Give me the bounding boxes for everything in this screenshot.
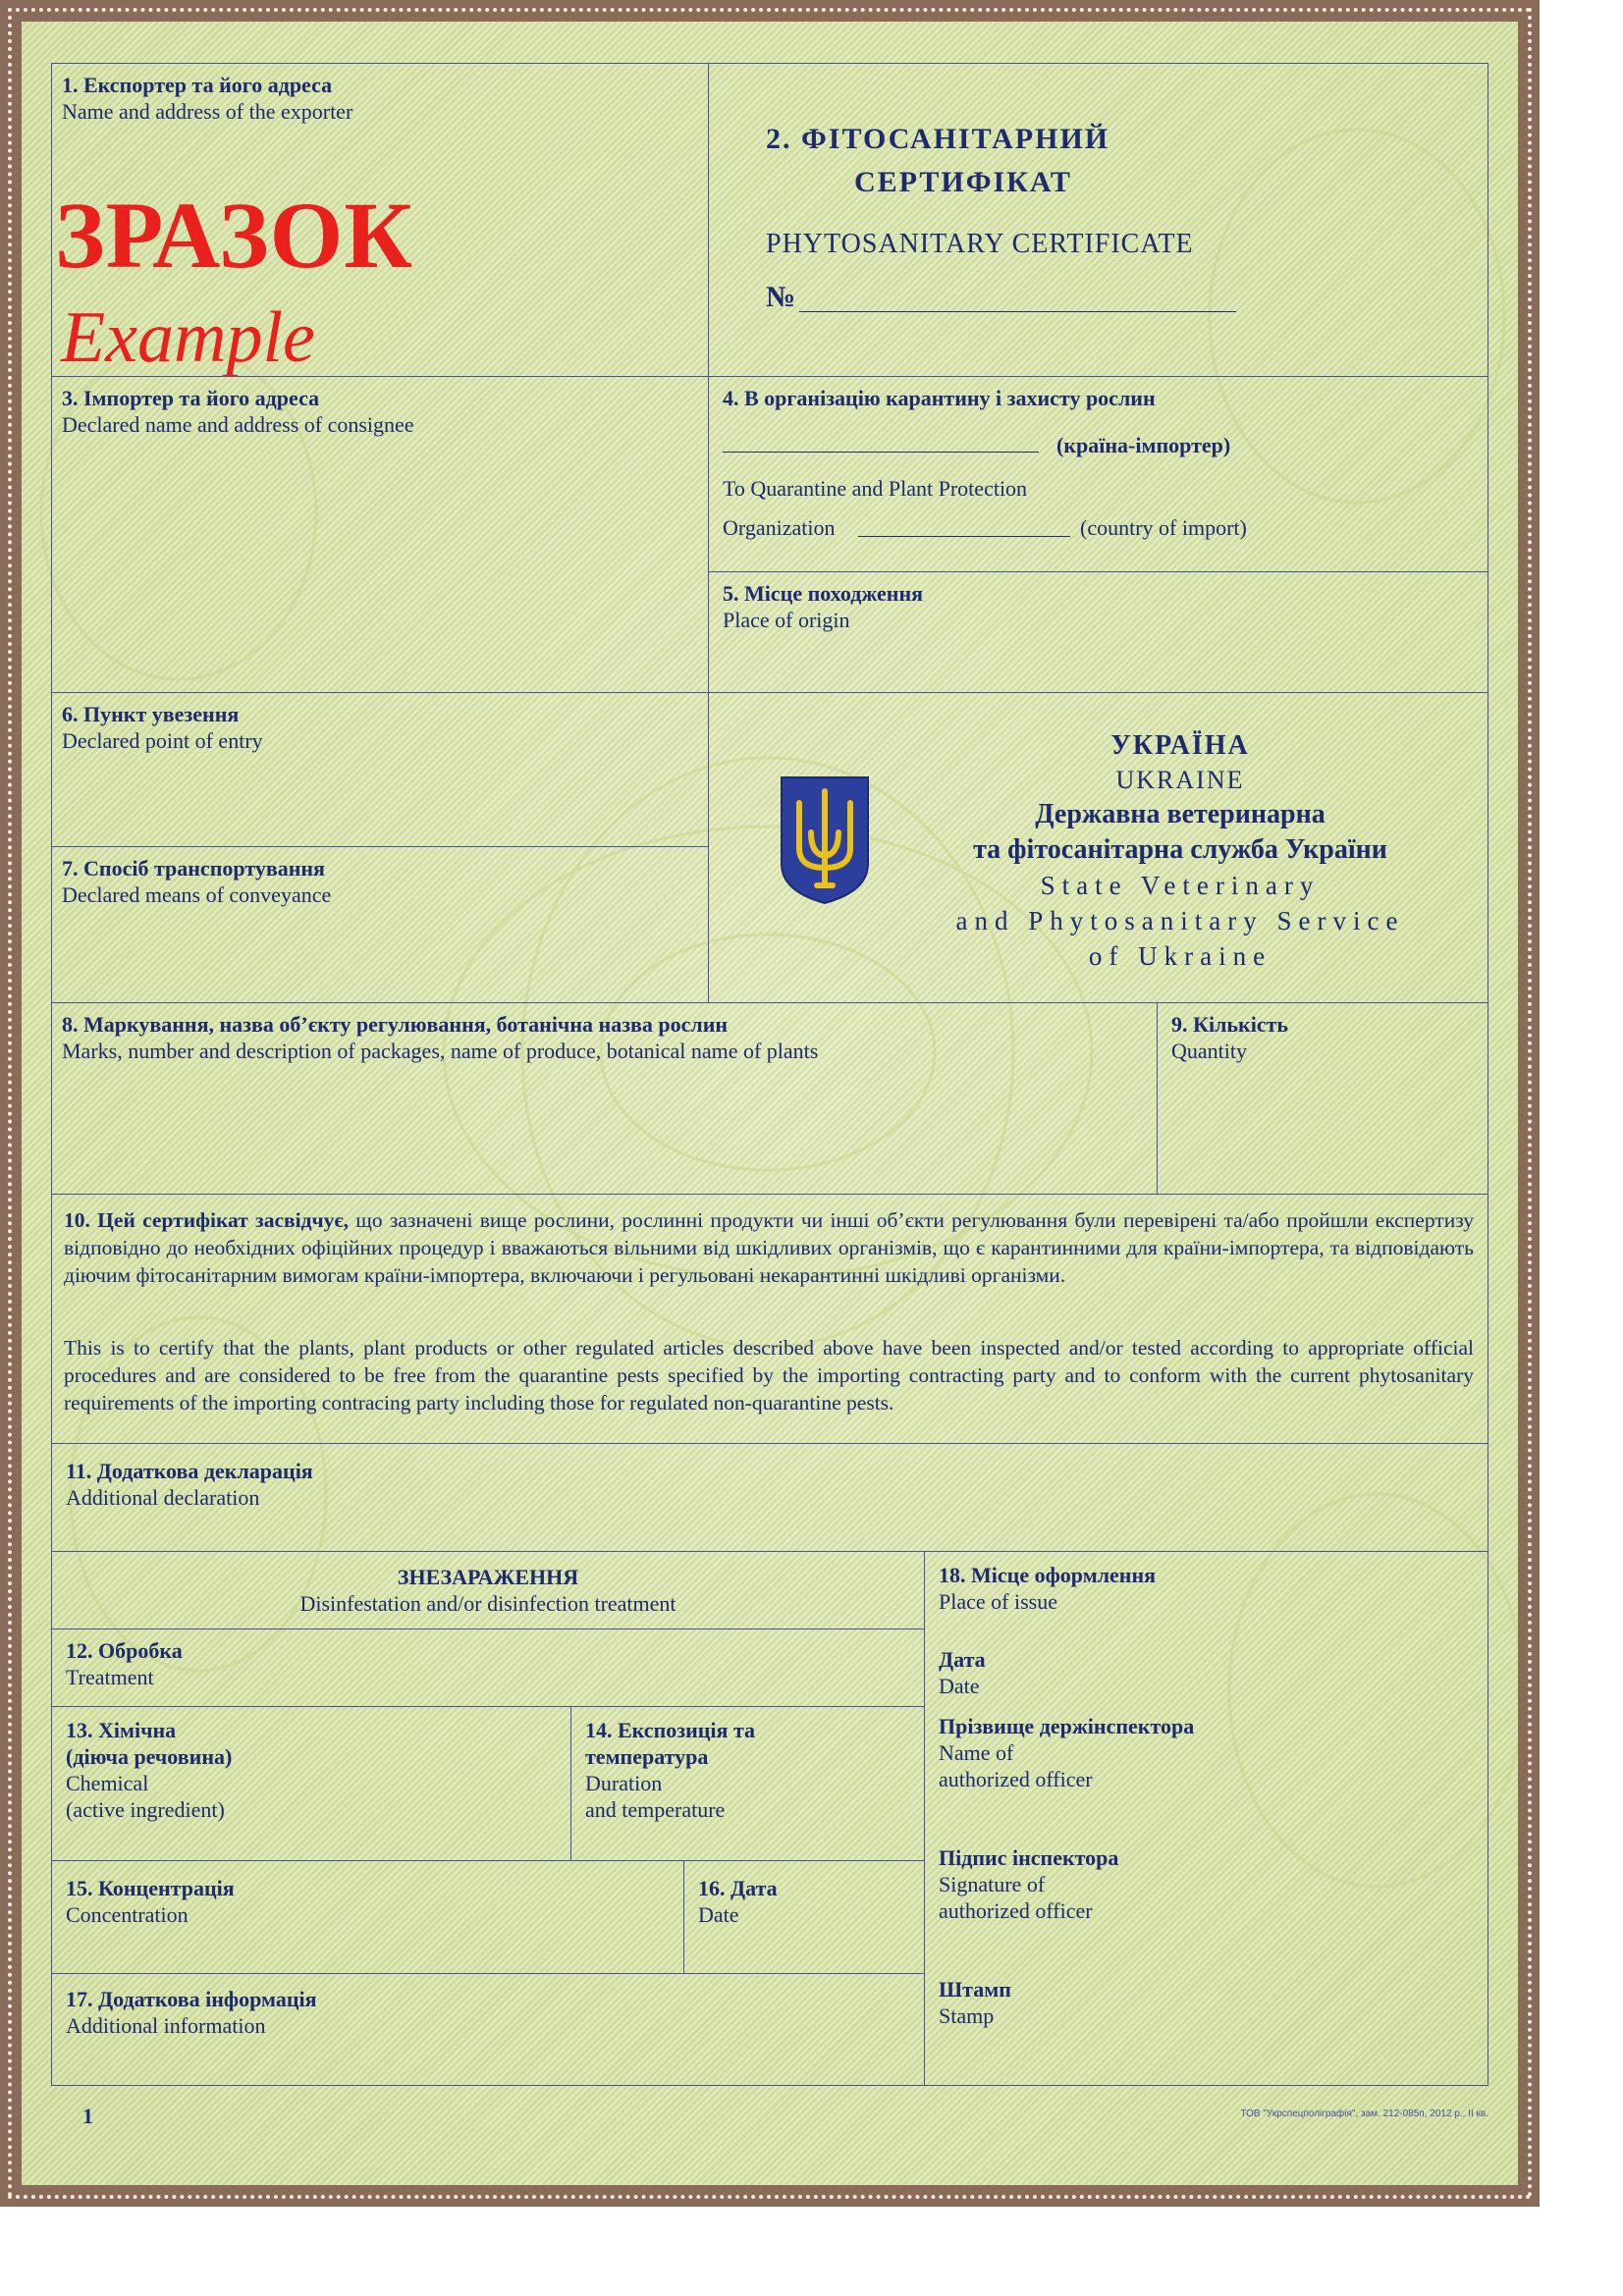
field-18-place-of-issue[interactable] bbox=[924, 1551, 1488, 2086]
field-4-country-ua: (країна-імпортер) bbox=[1056, 433, 1231, 457]
officer-name-label-ua: Прізвище держінспектора bbox=[939, 1714, 1195, 1738]
field-13-chemical[interactable] bbox=[51, 1706, 571, 1861]
issuer-service-en-2: and Phytosanitary Service bbox=[955, 906, 1405, 935]
field-7-means-of-conveyance[interactable] bbox=[51, 846, 709, 1003]
field-15-label-en: Concentration bbox=[66, 1902, 189, 1927]
issuer-service-en-1: State Veterinary bbox=[1040, 871, 1321, 900]
field-2-certificate-title bbox=[708, 63, 1488, 377]
field-17-additional-information[interactable] bbox=[51, 1973, 925, 2086]
sample-stamp-ua: ЗРАЗОК bbox=[55, 183, 413, 288]
disinfection-title-ua: ЗНЕЗАРАЖЕННЯ bbox=[397, 1565, 579, 1589]
field-3-label-ua: 3. Імпортер та його адреса bbox=[62, 386, 320, 410]
field-11-additional-declaration[interactable] bbox=[51, 1443, 1488, 1552]
field-5-place-of-origin[interactable] bbox=[708, 571, 1488, 693]
page-number: 1 bbox=[82, 2104, 93, 2128]
field-14-label-en-2: and temperature bbox=[585, 1797, 726, 1822]
field-12-treatment[interactable] bbox=[51, 1629, 925, 1707]
field-12-label-en: Treatment bbox=[66, 1665, 154, 1689]
certificate-number-label: № bbox=[766, 281, 796, 313]
field-4-label-en-2b: (country of import) bbox=[1080, 515, 1247, 540]
field-18-label-en: Place of issue bbox=[939, 1589, 1057, 1614]
field-6-label-ua: 6. Пункт увезення bbox=[62, 702, 240, 726]
issuer-country-ua: УКРАЇНА bbox=[1110, 730, 1250, 761]
field-1-label-en: Name and address of the exporter bbox=[62, 99, 353, 124]
certificate-paper bbox=[22, 22, 1518, 2185]
certificate-number-field[interactable] bbox=[799, 311, 1236, 312]
field-3-consignee[interactable] bbox=[51, 376, 709, 693]
field-8-description-of-consignment[interactable] bbox=[51, 1002, 1158, 1195]
field-3-label-en: Declared name and address of consignee bbox=[62, 412, 414, 437]
field-4-country-line[interactable] bbox=[723, 452, 1039, 453]
signature-label-ua: Підпис інспектора bbox=[939, 1845, 1119, 1870]
field-7-label-en: Declared means of conveyance bbox=[62, 882, 332, 907]
field-9-label-en: Quantity bbox=[1171, 1039, 1247, 1063]
field-18-label-ua: 18. Місце оформлення bbox=[939, 1563, 1157, 1587]
trident-emblem-icon bbox=[778, 774, 872, 912]
issuer-block bbox=[708, 692, 1488, 1003]
field-16-date[interactable] bbox=[683, 1860, 925, 1974]
disinfection-header bbox=[51, 1551, 925, 1629]
field-5-label-ua: 5. Місце походження bbox=[723, 581, 924, 606]
stamp-label-ua: Штамп bbox=[939, 1977, 1011, 2002]
field-9-label-ua: 9. Кількість bbox=[1171, 1012, 1289, 1037]
field-13-label-en-1: Chemical bbox=[66, 1771, 149, 1795]
field-17-label-en: Additional information bbox=[66, 2013, 266, 2038]
field-4-label-ua: 4. В організацію карантину і захисту рослин bbox=[723, 386, 1156, 410]
certificate-title-line1: 2. ФІТОСАНІТАРНИЙ bbox=[766, 123, 1110, 155]
field-16-label-en: Date bbox=[698, 1902, 739, 1927]
issue-date-label-en: Date bbox=[939, 1674, 980, 1698]
issuer-service-ua-1: Державна ветеринарна bbox=[1035, 799, 1325, 829]
certificate-title-en: PHYTOSANITARY CERTIFICATE bbox=[766, 229, 1194, 259]
field-11-label-en: Additional declaration bbox=[66, 1485, 260, 1510]
field-13-label-ua-1: 13. Хімічна bbox=[66, 1718, 177, 1742]
field-1-label-ua: 1. Експортер та його адреса bbox=[62, 73, 333, 97]
issuer-country-en: UKRAINE bbox=[1115, 766, 1245, 794]
field-6-point-of-entry[interactable] bbox=[51, 692, 709, 847]
field-9-quantity[interactable] bbox=[1157, 1002, 1488, 1195]
sample-stamp-en: Example bbox=[61, 297, 315, 378]
field-1-exporter[interactable] bbox=[51, 63, 709, 377]
field-6-label-en: Declared point of entry bbox=[62, 728, 263, 753]
field-14-label-ua-1: 14. Експозиція та bbox=[585, 1718, 756, 1742]
field-14-duration-temperature[interactable] bbox=[570, 1706, 925, 1861]
field-10-label-ua: 10. Цей сертифікат засвідчує, bbox=[64, 1208, 349, 1232]
officer-name-label-en-1: Name of bbox=[939, 1740, 1014, 1765]
field-8-label-ua: 8. Маркування, назва об’єкту регулювання, ботанічна назва рослин bbox=[62, 1012, 729, 1037]
field-10-text-en: This is to certify that the plants, plant products or other regulated articles described above have been inspected and/or tested according to appropriate official procedures and are considered to be free from the quarantine pests specified by the importing contracting party and to conform with the current phytosanitary requirements of the importing contracing party including those for regulated non-quarantine pests. bbox=[64, 1336, 1474, 1415]
field-5-label-en: Place of origin bbox=[723, 608, 850, 632]
field-13-label-ua-2: (діюча речовина) bbox=[66, 1744, 233, 1769]
printer-imprint: ТОВ "Укрспецполіграфія", зам. 212-085п, 2012 р., II кв. bbox=[1240, 2109, 1488, 2119]
officer-name-label-en-2: authorized officer bbox=[939, 1767, 1093, 1791]
field-14-label-ua-2: температура bbox=[585, 1744, 709, 1769]
field-16-label-ua: 16. Дата bbox=[698, 1876, 778, 1900]
field-17-label-ua: 17. Додаткова інформація bbox=[66, 1987, 317, 2011]
field-10-text-ua: що зазначені вище рослини, рослинні продукти чи інші об’єкти регулювання були перевірені та/або пройшли експертизу відповідно до необхідних офіційних процедур і вважаються вільними від шкідливих організмів, що є карантинними для країни-імпортера, та відповідають діючим фітосанітарним вимогам країни-імпортера, включаючи і регульовані некарантинні шкідливі організми. bbox=[64, 1208, 1474, 1287]
certificate-title-line2: СЕРТИФІКАТ bbox=[854, 166, 1072, 198]
field-7-label-ua: 7. Спосіб транспортування bbox=[62, 856, 325, 881]
field-4-country-en-line[interactable] bbox=[858, 536, 1070, 537]
field-11-label-ua: 11. Додаткова декларація bbox=[66, 1459, 313, 1483]
field-15-label-ua: 15. Концентрація bbox=[66, 1876, 235, 1900]
field-8-label-en: Marks, number and description of packages, name of produce, botanical name of plants bbox=[62, 1039, 819, 1063]
disinfection-title-en: Disinfestation and/or disinfection treatment bbox=[299, 1591, 676, 1616]
signature-label-en-2: authorized officer bbox=[939, 1898, 1093, 1923]
signature-label-en-1: Signature of bbox=[939, 1872, 1046, 1896]
issuer-service-en-3: of Ukraine bbox=[1088, 941, 1272, 971]
field-4-label-en-1: To Quarantine and Plant Protection bbox=[723, 476, 1028, 501]
field-4-plant-protection-org[interactable] bbox=[708, 376, 1488, 572]
field-12-label-ua: 12. Обробка bbox=[66, 1638, 183, 1663]
field-15-concentration[interactable] bbox=[51, 1860, 684, 1974]
field-10-certification-statement bbox=[51, 1194, 1488, 1444]
field-14-label-en-1: Duration bbox=[585, 1771, 663, 1795]
issuer-service-ua-2: та фітосанітарна служба України bbox=[973, 834, 1387, 865]
field-4-label-en-2a: Organization bbox=[723, 515, 836, 540]
field-13-label-en-2: (active ingredient) bbox=[66, 1797, 225, 1822]
stamp-label-en: Stamp bbox=[939, 2003, 995, 2028]
issue-date-label-ua: Дата bbox=[939, 1647, 986, 1672]
